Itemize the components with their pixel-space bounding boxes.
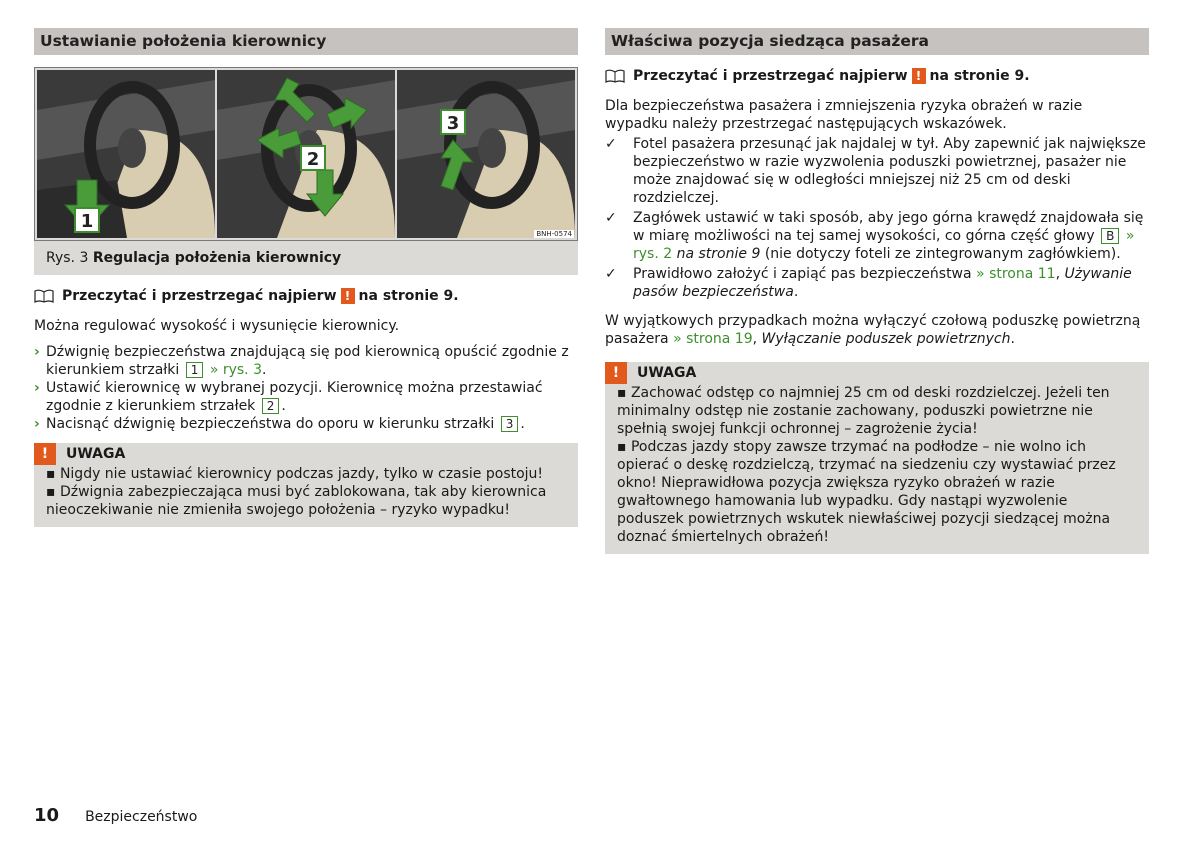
warning-header (34, 443, 578, 465)
warning-item: ▪ Podczas jazdy stopy zawsze trzymać na podłodze – nie wolno ich opierać o deskę rozdzielczą, trzymać na siedzeniu czy wystawiać przez okno! Nieprawidłowa pozycja zwiększa ryzyko obrażeń w razie gwałtownego hamowania lub wypadku. Gdy nastąpi wyzwolenie poduszek powietrznych wskutek niewłaściwej pozycji siedzącej można doznać śmiertelnych obrażeń! (617, 439, 1116, 545)
check-text: Prawidłowo założyć i zapiąć pas bezpieczeństwa (633, 266, 972, 282)
section-heading-passenger: Właściwa pozycja siedząca pasażera (605, 28, 1149, 55)
warning-item: ▪ Nigdy nie ustawiać kierownicy podczas jazdy, tylko w czasie postoju! (46, 466, 544, 482)
warning-flag-icon: ! (34, 443, 56, 465)
ref-box: B (1101, 228, 1119, 244)
step-tail: . (520, 416, 525, 432)
chapter-name: Bezpieczeństwo (85, 809, 198, 825)
warning-box-steering (34, 443, 578, 527)
step-text: Dźwignię bezpieczeństwa znajdującą się pod kierownicą opuścić zgodnie z kierunkiem strzałki (46, 344, 569, 378)
section-ref: Wyłączanie poduszek powietrznych (761, 331, 1011, 347)
warning-item: ▪ Dźwignia zabezpieczająca musi być zablokowana, tak aby kierownica nieoczekiwanie nie zmieniła swojego położenia – ryzyko wypadku! (46, 484, 547, 518)
book-icon (34, 289, 54, 303)
section-ref: Używanie pasów bezpieczeństwa (633, 266, 1132, 300)
page-link[interactable]: » strona 11 (976, 266, 1056, 282)
read-first-text: Przeczytać i przestrzegać najpierw (62, 288, 337, 304)
book-icon (605, 69, 625, 83)
page-number: 10 (34, 805, 60, 826)
check-text: Fotel pasażera przesunąć jak najdalej w tył. Aby zapewnić jak największe bezpieczeństwo w razie wyzwolenia poduszki powietrznej, pasażer nie może znajdować się w odległości mniejszej niż 25 cm od deski rozdzielczej. (633, 136, 1146, 206)
panel-label-3: 3 (446, 113, 460, 134)
read-first-note (34, 288, 578, 304)
step-item (34, 343, 578, 379)
right-column (605, 28, 1149, 554)
figure-panel-1 (37, 70, 215, 238)
warning-title: UWAGA (637, 365, 697, 381)
warning-title: UWAGA (66, 446, 126, 462)
figure-panel-2 (217, 70, 395, 238)
step-text: Ustawić kierownicę w wybranej pozycji. Kierownicę można przestawiać zgodnie z kierunkiem strzałek (46, 380, 543, 414)
warning-flag-icon: ! (605, 362, 627, 384)
page-link[interactable]: » strona 19 (673, 331, 753, 347)
read-first-page-link[interactable]: na stronie 9. (358, 288, 459, 304)
page-ref: na stronie 9 (676, 246, 761, 262)
read-first-note (605, 68, 1149, 84)
ref-box: 2 (262, 398, 280, 414)
intro-text: Można regulować wysokość i wysunięcie kierownicy. (34, 318, 400, 334)
airbag-note: W wyjątkowych przypadkach można wyłączyć czołową poduszkę powietrzną pasażera » strona 19, Wyłączanie poduszek powietrznych. (605, 313, 1141, 347)
intro-text: Dla bezpieczeństwa pasażera i zmniejszenia ryzyka obrażeń w razie wypadku należy przestrzegać następujących wskazówek. (605, 98, 1083, 132)
note-tail: . (1010, 331, 1015, 347)
checkmark-icon: ✓ (605, 136, 617, 152)
step-item (34, 379, 578, 415)
figure-link[interactable]: » rys. 3 (209, 362, 262, 378)
check-item: ✓ Prawidłowo założyć i zapiąć pas bezpieczeństwa » strona 11, Używanie pasów bezpieczeństwa. (605, 266, 1132, 300)
read-first-page-link[interactable]: na stronie 9. (929, 68, 1030, 84)
figure-panel-3 (397, 70, 575, 238)
checkmark-icon: ✓ (605, 266, 617, 282)
step-arrow-icon: › (34, 416, 40, 432)
ref-box: 3 (501, 416, 519, 432)
step-tail: . (261, 362, 267, 378)
checklist (605, 135, 1149, 301)
section-heading-steering: Ustawianie położenia kierownicy (34, 28, 578, 55)
caption-title: Regulacja położenia kierownicy (92, 250, 342, 266)
steps-list (34, 343, 578, 433)
step-tail: . (281, 398, 286, 414)
step-arrow-icon: › (34, 380, 40, 396)
warning-icon: ! (912, 68, 926, 84)
check-tail: . (793, 284, 799, 300)
figure-link[interactable]: » rys. 2 (633, 228, 1135, 262)
step-arrow-icon: › (34, 344, 40, 360)
page-footer (34, 805, 197, 826)
figure-caption (34, 241, 578, 275)
panel-label-1: 1 (80, 211, 94, 232)
warning-item: ▪ Zachować odstęp co najmniej 25 cm od deski rozdzielczej. Jeżeli ten minimalny odstęp nie zostanie zachowany, poduszki powietrzne nie spełnią swojej funkcji ochronnej – zagrożenie życia! (617, 385, 1110, 437)
warning-box-passenger (605, 362, 1149, 554)
ref-box: 1 (186, 362, 204, 378)
read-first-text: Przeczytać i przestrzegać najpierw (633, 68, 908, 84)
check-item (605, 135, 1149, 207)
check-tail: (nie dotyczy foteli ze zintegrowanym zagłówkiem). (764, 246, 1121, 262)
warning-icon: ! (341, 288, 355, 304)
step-text: Nacisnąć dźwignię bezpieczeństwa do oporu w kierunku strzałki (46, 416, 495, 432)
figure-steering-adjustment (34, 67, 578, 241)
left-column (34, 28, 578, 527)
caption-number: Rys. 3 (46, 250, 89, 266)
step-item (34, 415, 578, 433)
check-text: Zagłówek ustawić w taki sposób, aby jego górna krawędź znajdowała się w miarę możliwości na tej samej wysokości, co górna część głowy (633, 210, 1144, 244)
figure-code: BNH-0574 (536, 230, 572, 238)
warning-header (605, 362, 1149, 384)
note-text: W wyjątkowych przypadkach można wyłączyć czołową poduszkę powietrzną pasażera (605, 313, 1141, 347)
panel-label-2: 2 (306, 149, 320, 170)
checkmark-icon: ✓ (605, 210, 617, 226)
check-item (605, 209, 1149, 263)
